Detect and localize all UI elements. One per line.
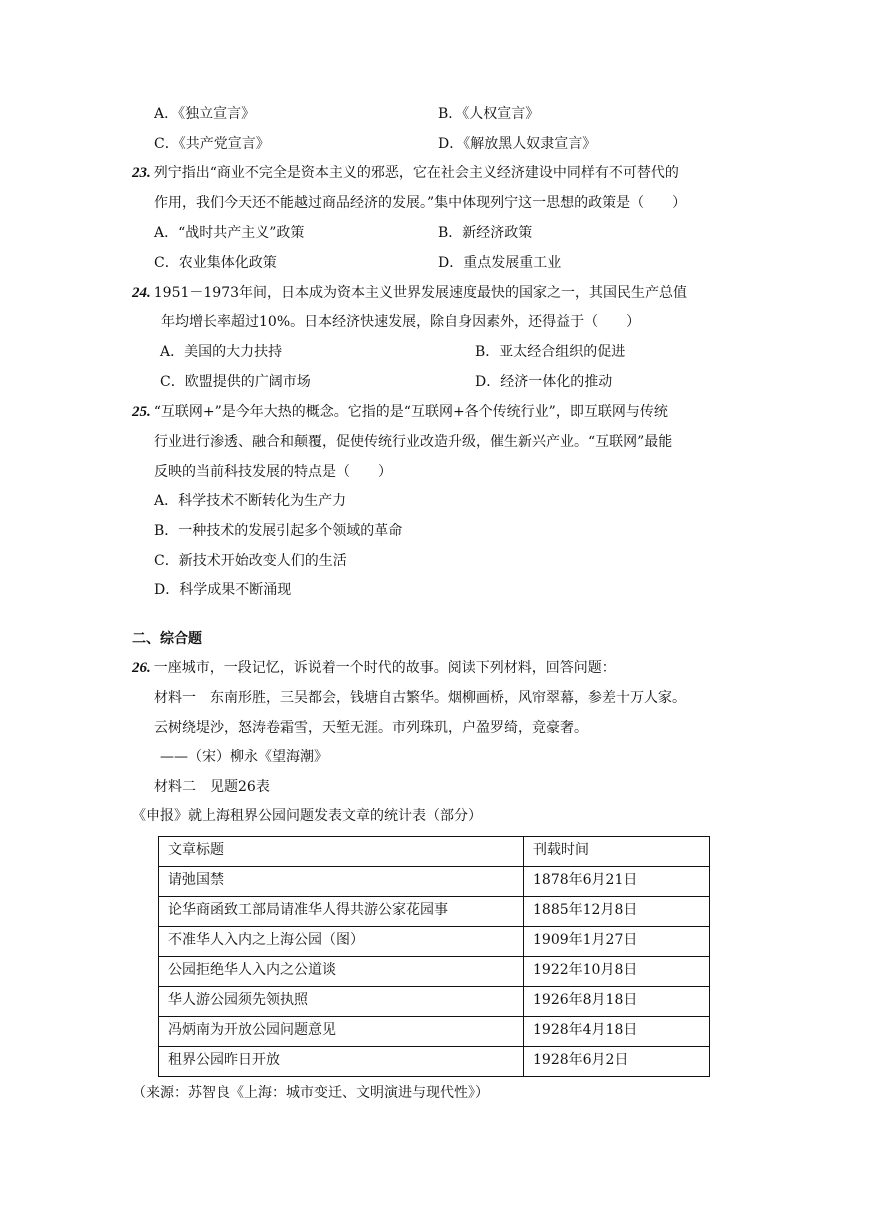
q23-stem-line-1 <box>132 163 679 183</box>
table-cell-title: 不准华人入内之上海公园（图） <box>159 927 524 957</box>
q22-option-b: B．《人权宣言》 <box>438 106 540 122</box>
q24-number: 24. <box>132 285 151 301</box>
q22-option-a: A．《独立宣言》 <box>154 106 256 122</box>
table-row <box>159 927 710 957</box>
table-cell-title: 冯炳南为开放公园问题意见 <box>159 1017 524 1047</box>
q26-stem-line <box>132 658 616 678</box>
table-source: （来源：苏智良《上海：城市变迁、文明演进与现代性》） <box>132 1085 489 1101</box>
table-cell-date: 1926年8月18日 <box>524 987 710 1017</box>
q24-stem-text-1: 1951－1973年间，日本成为资本主义世界发展速度最快的国家之一，其国民生产总值 <box>153 285 688 301</box>
q25-stem-line-3: 反映的当前科技发展的特点是（ ） <box>154 464 392 480</box>
q24-option-c: C．欧盟提供的广阔市场 <box>160 374 311 390</box>
q24-option-a: A．美国的大力扶持 <box>160 344 283 360</box>
q24-option-b: B．亚太经合组织的促进 <box>475 344 626 360</box>
q24-stem-line-1 <box>132 283 687 303</box>
q24-stem-line-2: 年均增长率超过10%。日本经济快速发展，除自身因素外，还得益于（ ） <box>161 314 641 330</box>
q22-option-c: C．《共产党宣言》 <box>154 136 270 152</box>
q23-number: 23. <box>132 165 151 181</box>
table-row <box>159 897 710 927</box>
q26-stem-text: 一座城市，一段记忆，诉说着一个时代的故事。阅读下列材料，回答问题： <box>153 660 616 676</box>
q26-material1-source: ——（宋）柳永《望海潮》 <box>160 749 328 765</box>
table-header-row <box>159 837 710 867</box>
table-cell-date: 1928年4月18日 <box>524 1017 710 1047</box>
table-row <box>159 1017 710 1047</box>
q26-material1-line-2: 云树绕堤沙，怒涛卷霜雪，天堑无涯。市列珠玑，户盈罗绮，竞豪奢。 <box>154 720 588 736</box>
q23-stem-text-1: 列宁指出“商业不完全是资本主义的邪恶，它在社会主义经济建设中同样有不可替代的 <box>153 165 679 181</box>
q23-option-c: C．农业集体化政策 <box>154 255 277 271</box>
table-cell-title: 公园拒绝华人入内之公道谈 <box>159 957 524 987</box>
table-cell-title: 请弛国禁 <box>159 867 524 897</box>
table-caption: 《申报》就上海租界公园问题发表文章的统计表（部分） <box>132 808 482 824</box>
q26-number: 26. <box>132 660 151 676</box>
q23-option-a: A．“战时共产主义”政策 <box>154 225 305 241</box>
table-row <box>159 867 710 897</box>
q22-option-d: D．《解放黑人奴隶宣言》 <box>438 136 597 152</box>
q25-option-b: B．一种技术的发展引起多个领域的革命 <box>154 523 403 539</box>
table-row <box>159 957 710 987</box>
table-header-date: 刊载时间 <box>524 837 710 867</box>
section-2-title: 二、综合题 <box>132 631 202 647</box>
q23-option-b: B．新经济政策 <box>438 225 533 241</box>
table-cell-title: 论华商函致工部局请准华人得共游公家花园事 <box>159 897 524 927</box>
q25-stem-text-1: “互联网+”是今年大热的概念。它指的是“互联网+各个传统行业”，即互联网与传统 <box>153 404 668 420</box>
table-cell-date: 1878年6月21日 <box>524 867 710 897</box>
table-cell-date: 1909年1月27日 <box>524 927 710 957</box>
q25-stem-line-1 <box>132 402 668 422</box>
table-cell-date: 1928年6月2日 <box>524 1047 710 1077</box>
table-cell-title: 租界公园昨日开放 <box>159 1047 524 1077</box>
q24-option-d: D．经济一体化的推动 <box>475 374 613 390</box>
q26-material2: 材料二 见题26表 <box>154 779 270 795</box>
table-cell-date: 1922年10月8日 <box>524 957 710 987</box>
q25-option-a: A．科学技术不断转化为生产力 <box>154 493 347 509</box>
table-row <box>159 987 710 1017</box>
q25-stem-line-2: 行业进行渗透、融合和颠覆，促使传统行业改造升级，催生新兴产业。“互联网”最能 <box>154 434 673 450</box>
q25-option-c: C．新技术开始改变人们的生活 <box>154 553 347 569</box>
table-header-title: 文章标题 <box>159 837 524 867</box>
q25-option-d: D．科学成果不断涌现 <box>154 582 292 598</box>
table-cell-title: 华人游公园须先领执照 <box>159 987 524 1017</box>
table-row <box>159 1047 710 1077</box>
q25-number: 25. <box>132 404 151 420</box>
table-cell-date: 1885年12月8日 <box>524 897 710 927</box>
q23-option-d: D．重点发展重工业 <box>438 255 562 271</box>
statistics-table <box>158 836 710 1077</box>
q23-stem-line-2: 作用，我们今天还不能越过商品经济的发展。”集中体现列宁这一思想的政策是（ ） <box>154 195 687 211</box>
q26-material1-line-1: 材料一 东南形胜，三吴都会，钱塘自古繁华。烟柳画桥，风帘翠幕，参差十万人家。 <box>154 690 686 706</box>
